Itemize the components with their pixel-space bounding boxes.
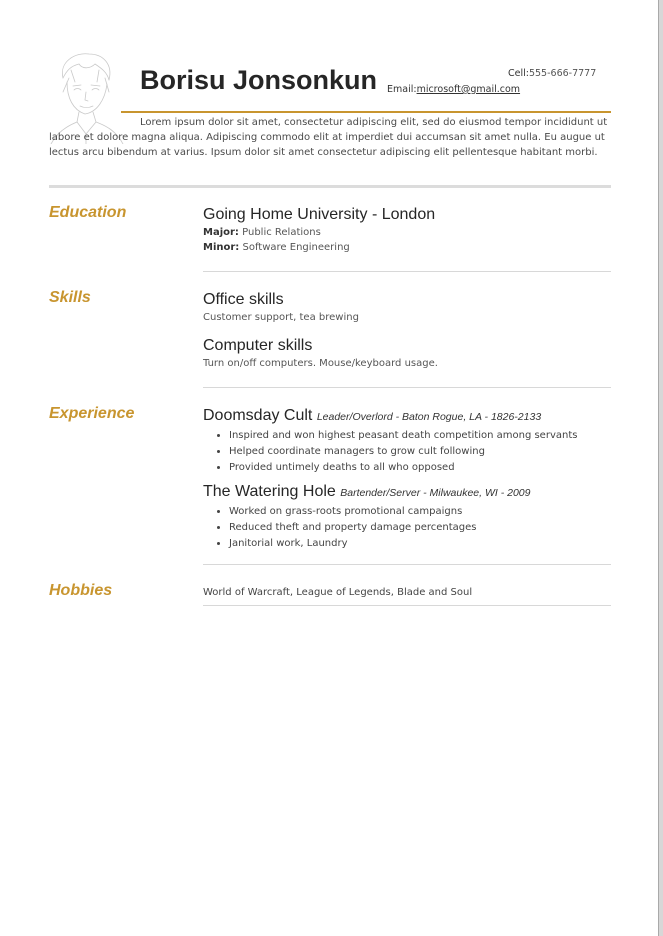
email-link[interactable]: microsoft@gmail.com (416, 84, 521, 95)
major-value: Public Relations (242, 227, 321, 238)
job-bullet: • Janitorial work, Laundry (229, 536, 611, 552)
job-entry (203, 482, 611, 552)
cell-label: Cell: (508, 68, 529, 79)
job-header (203, 406, 611, 427)
experience-heading: Experience (49, 405, 135, 422)
education-divider (203, 271, 611, 272)
school-name: Going Home University - London (203, 206, 436, 223)
hobbies-content (203, 585, 611, 600)
candidate-name: Borisu Jonsonkun (140, 65, 378, 95)
summary-text: Lorem ipsum dolor sit amet, consectetur adipiscing elit, sed do eiusmod tempor incididunt ut labore et dolore magna aliqua. Adipiscing commodo elit at imperdiet dui accumsan sit amet nulla. Eu augue ut lectus arcu bibendum at varius. Ipsum dolor sit amet consectetur adipiscing elit pellentesque habitant morbi. (49, 117, 608, 158)
job-bullet: • Inspired and won highest peasant death competition among servants (229, 428, 611, 444)
skills-heading: Skills (49, 289, 91, 306)
minor-line (203, 240, 611, 255)
skill-description: Customer support, tea brewing (203, 312, 359, 323)
hobbies-text: World of Warcraft, League of Legends, Blade and Soul (203, 587, 473, 598)
education-heading: Education (49, 204, 127, 221)
email (387, 84, 520, 95)
cell-phone (508, 68, 596, 79)
job-bullet: • Provided untimely deaths to all who opposed (229, 460, 611, 476)
job-bullets (203, 504, 611, 552)
header-divider (49, 185, 611, 188)
skill-item (203, 290, 611, 325)
job-bullet: • Helped coordinate managers to grow cult following (229, 444, 611, 460)
job-role: Bartender/Server - Milwaukee, WI - 2009 (340, 487, 531, 499)
minor-value: Software Engineering (242, 242, 350, 253)
job-bullets (203, 428, 611, 476)
minor-label: Minor: (203, 242, 240, 253)
skill-name: Office skills (203, 291, 284, 308)
page-edge (659, 0, 663, 936)
major-line (203, 225, 611, 240)
hobbies-divider (203, 605, 611, 606)
job-entry (203, 406, 611, 476)
major-label: Major: (203, 227, 239, 238)
job-company: The Watering Hole (203, 483, 336, 500)
education-content (203, 205, 611, 255)
job-bullet: • Worked on grass-roots promotional campaigns (229, 504, 611, 520)
hobbies-heading: Hobbies (49, 582, 113, 599)
header-accent-rule (121, 111, 611, 113)
skill-item (203, 336, 611, 371)
job-header (203, 482, 611, 503)
cell-value: 555-666-7777 (528, 68, 597, 79)
job-role: Leader/Overlord - Baton Rogue, LA - 1826-2133 (316, 411, 542, 423)
job-bullet: • Reduced theft and property damage percentages (229, 520, 611, 536)
experience-divider (203, 564, 611, 565)
skill-description: Turn on/off computers. Mouse/keyboard usage. (203, 358, 438, 369)
email-label: Email: (387, 84, 417, 95)
skill-name: Computer skills (203, 337, 313, 354)
job-company: Doomsday Cult (203, 407, 313, 424)
skills-divider (203, 387, 611, 388)
